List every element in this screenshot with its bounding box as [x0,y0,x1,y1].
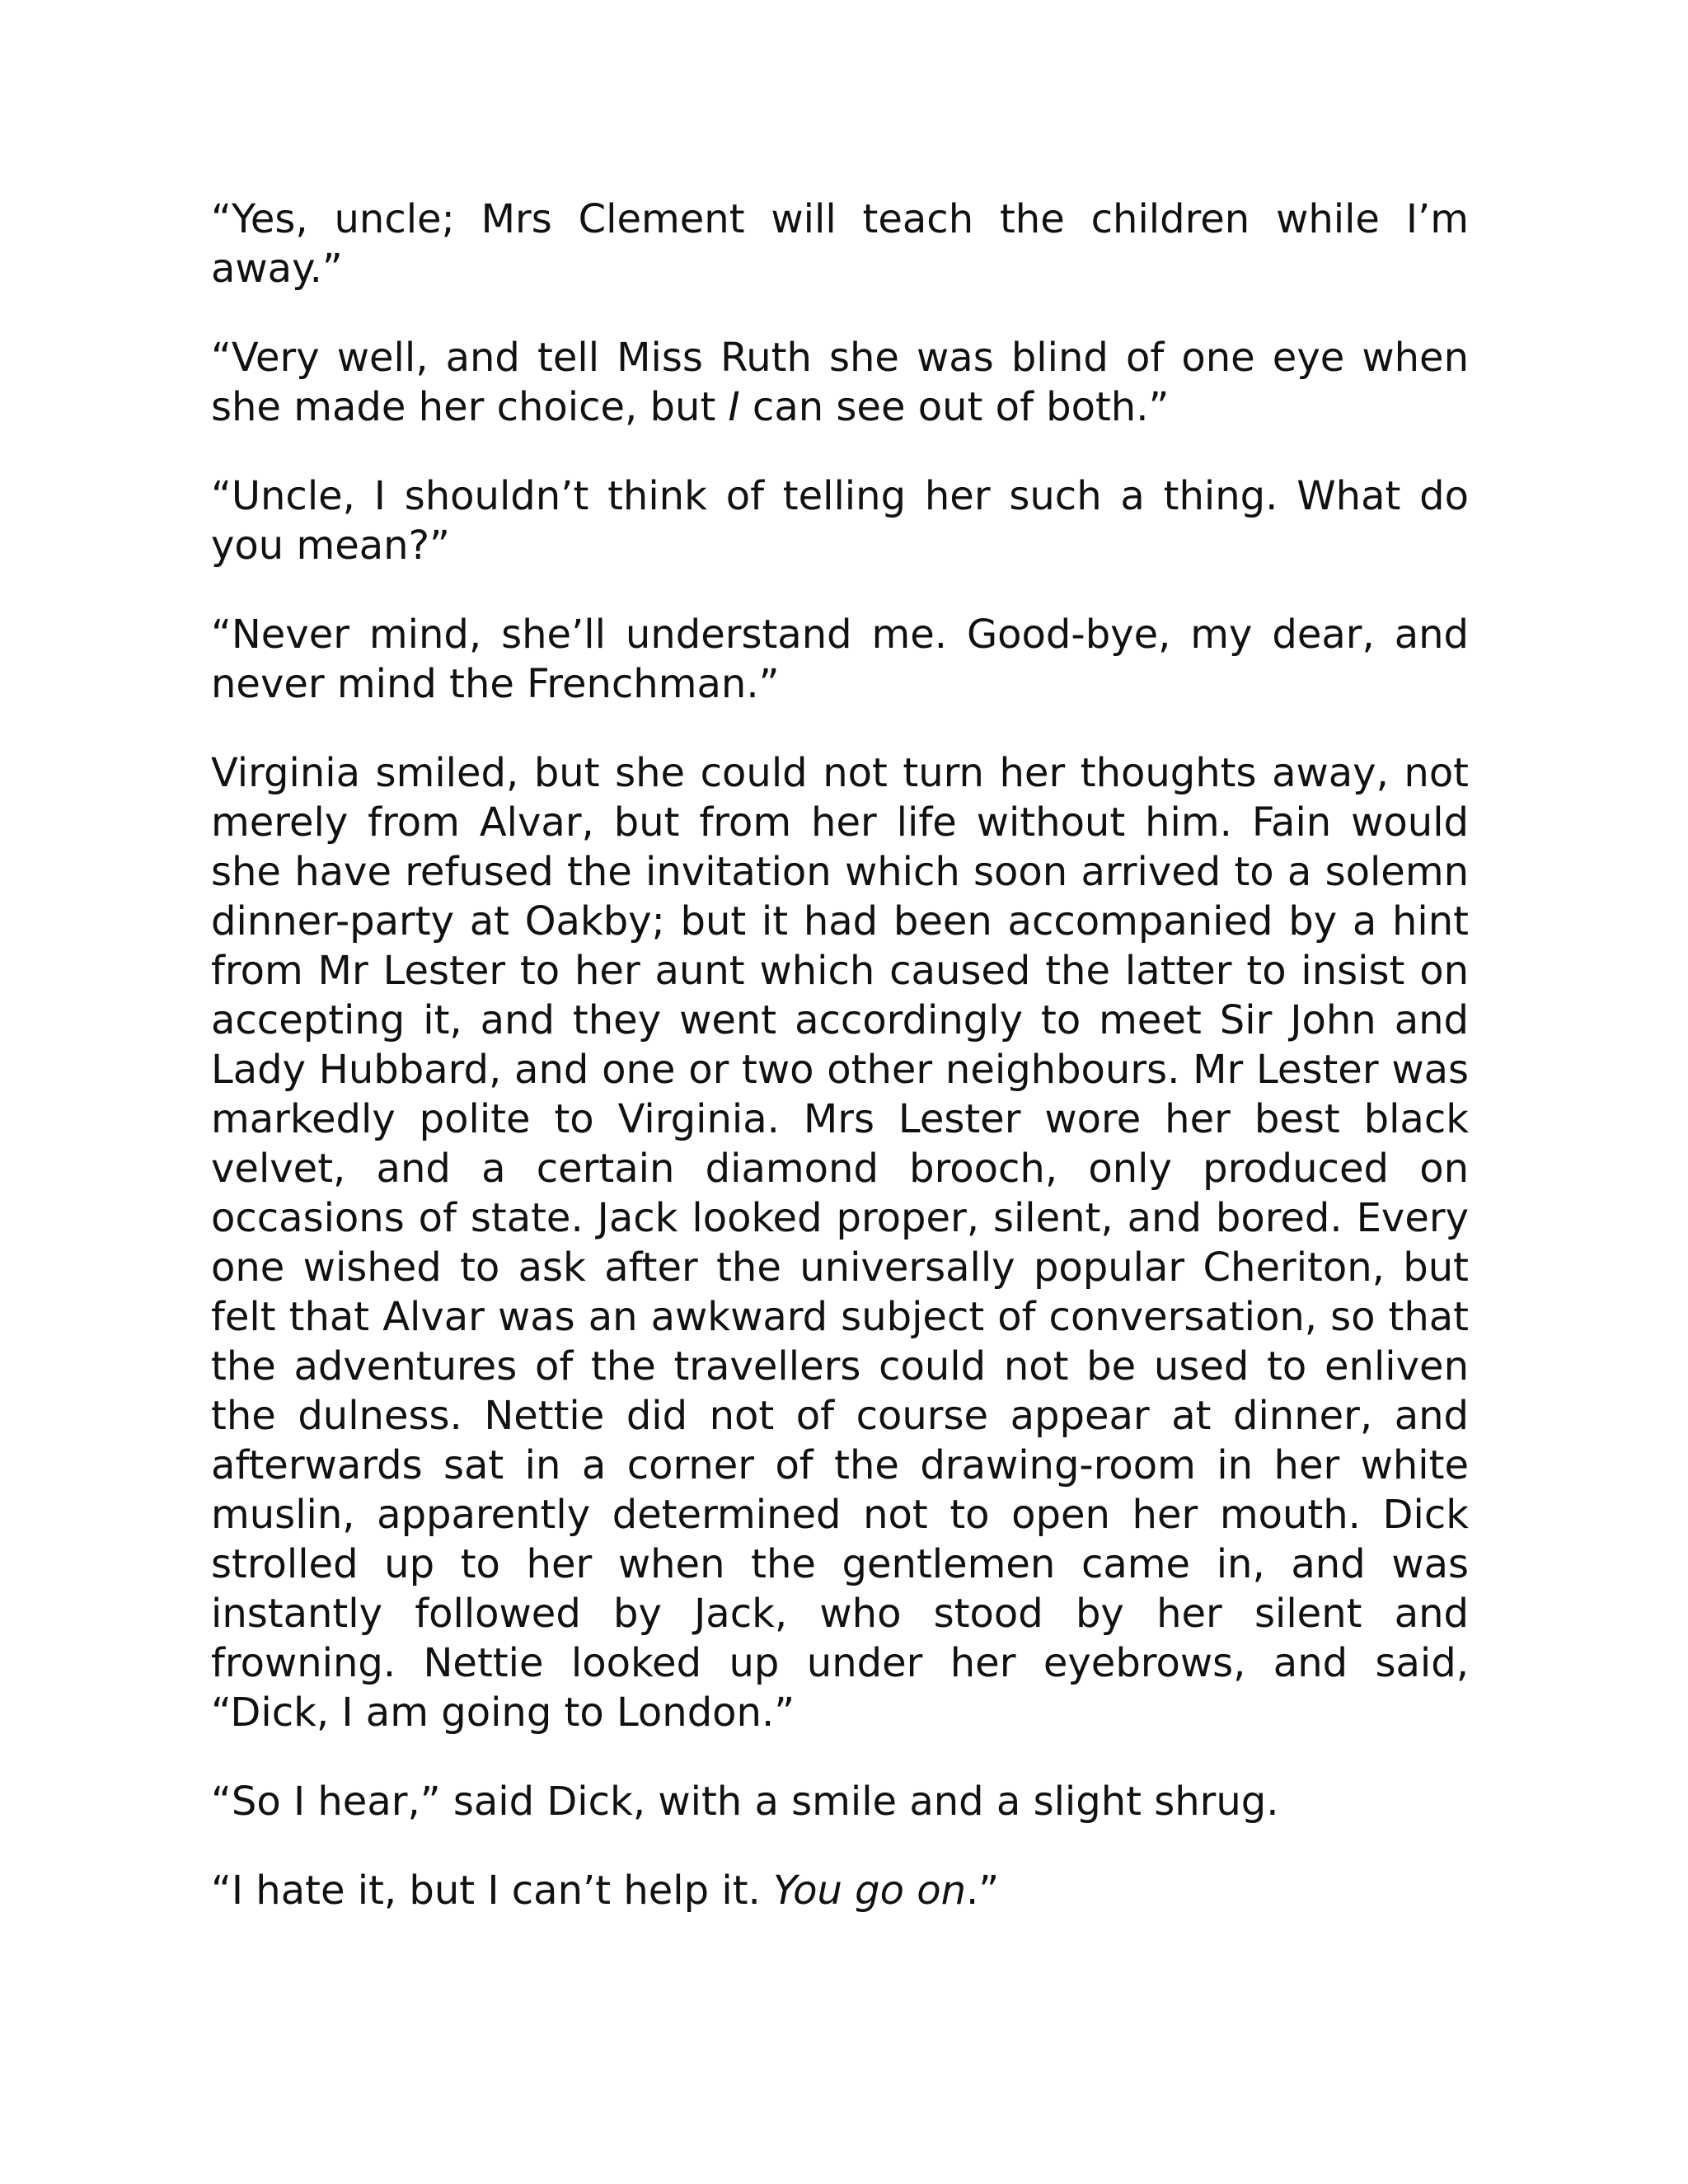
text-segment: “Yes, uncle; Mrs Clement will teach the children while I’m away.” [211,196,1469,292]
text-segment: “So I hear,” said Dick, with a smile and a slight shrug. [211,1779,1279,1825]
paragraph-5 [211,748,1469,1737]
italic-text-segment: You go on [773,1868,967,1914]
text-segment: can see out of both.” [739,384,1170,430]
book-page [211,194,1469,1915]
paragraph-7 [211,1866,1469,1915]
text-segment: Virginia smiled, but she could not turn her thoughts away, not merely from Alvar, but from her life without him. Fain would she have refused the invitation which soon arrived to a solemn dinner-party at Oakby; but it had been accompanied by a hint from Mr Lester to her aunt which caused the latter to insist on accepting it, and they went accordingly to meet Sir John and Lady Hubbard, and one or two other neighbours. Mr Lester was markedly polite to Virginia. Mrs Lester wore her best black velvet, and a certain diamond brooch, only produced on occasions of state. Jack looked proper, silent, and bored. Every one wished to ask after the universally popular Cheriton, but felt that Alvar was an awkward subject of conversation, so that the adventures of the travellers could not be used to enliven the dulness. Nettie did not of course appear at dinner, and afterwards sat in a corner of the drawing-room in her white muslin, apparently determined not to open her mouth. Dick strolled up to her when the gentlemen came in, and was instantly followed by Jack, who stood by her silent and frowning. Nettie looked up under her eyebrows, and said, “Dick, I am going to London.” [211,750,1469,1736]
paragraph-2 [211,333,1469,432]
paragraph-1 [211,194,1469,293]
paragraph-4 [211,610,1469,709]
paragraph-6 [211,1777,1469,1826]
text-segment: “I hate it, but I can’t help it. [211,1868,774,1914]
italic-text-segment: I [728,384,740,430]
text-segment: “Uncle, I shouldn’t think of telling her such a thing. What do you mean?” [211,473,1469,569]
text-segment: .” [966,1868,1000,1914]
text-segment: “Never mind, she’ll understand me. Good-bye, my dear, and never mind the Frenchman.” [211,612,1469,707]
text-segment: “Very well, and tell Miss Ruth she was blind of one eye when she made her choice, but [211,335,1469,430]
paragraph-3 [211,471,1469,570]
